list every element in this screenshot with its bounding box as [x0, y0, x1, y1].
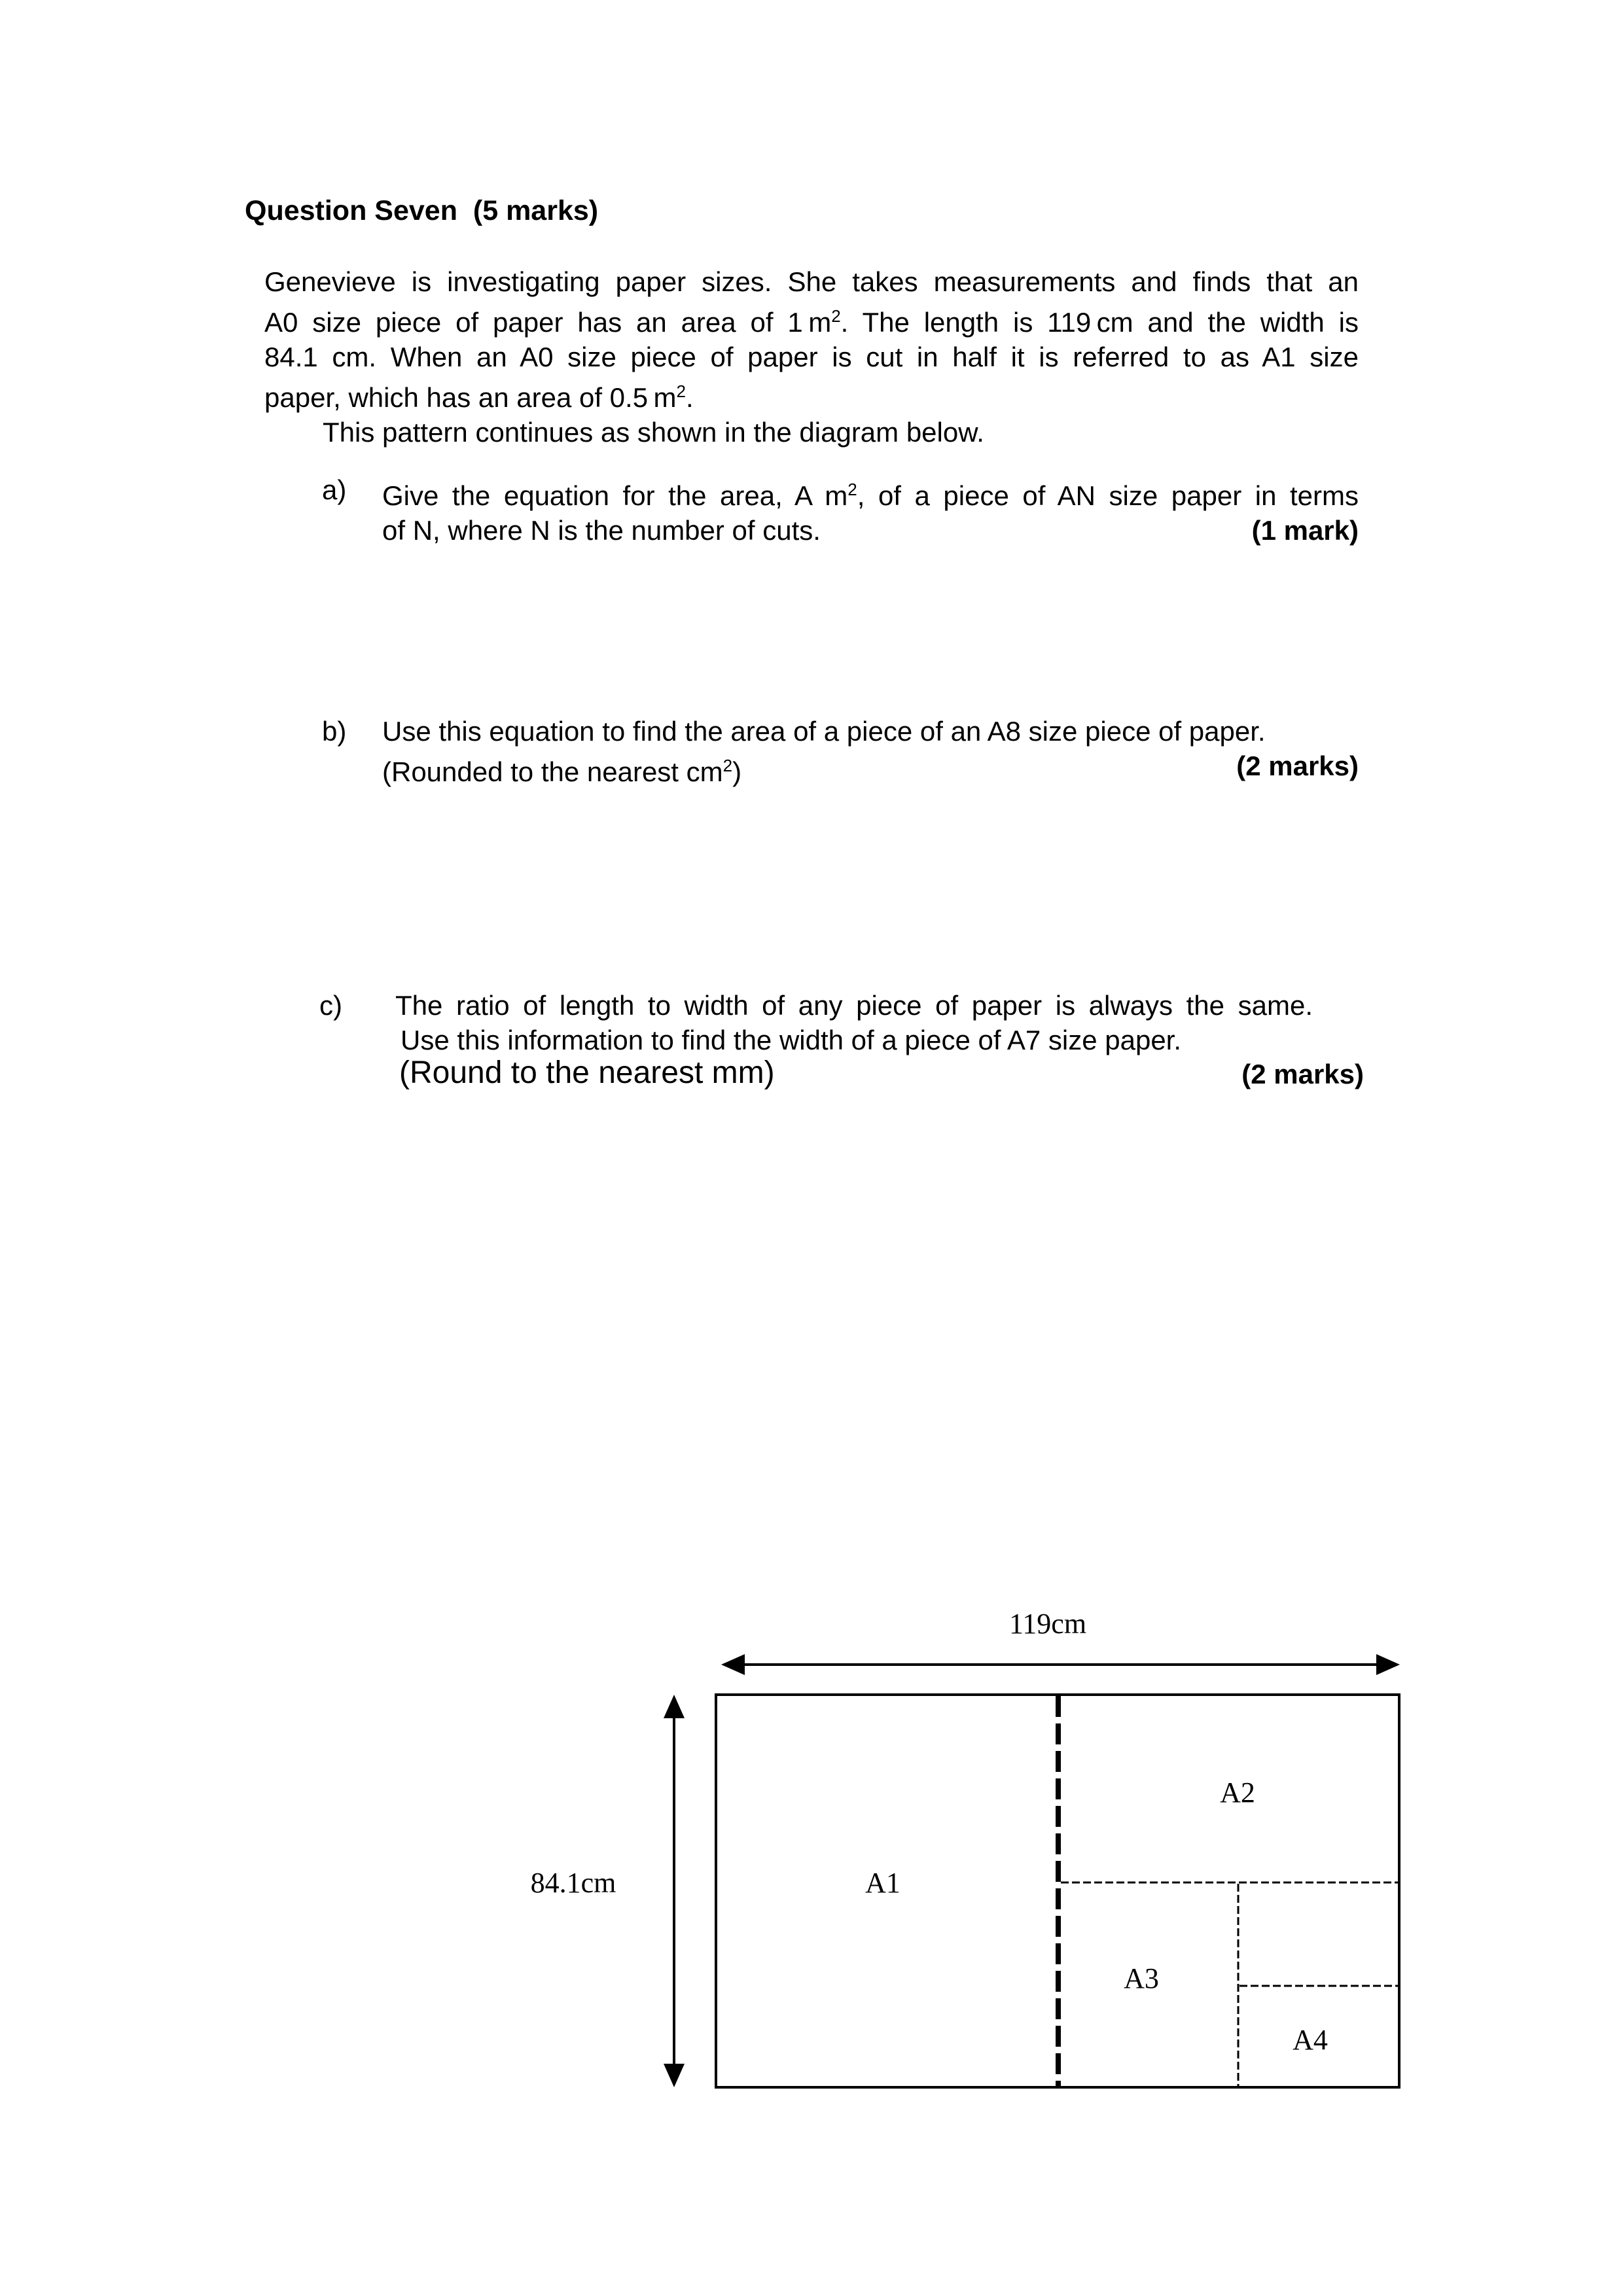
- label-a1: A1: [865, 1867, 901, 1899]
- part-c-line-2: Use this information to find the width of a piece of A7 size paper.: [401, 1025, 1182, 1055]
- question-title: Question Seven: [245, 195, 457, 226]
- intro-line-5: This pattern continues as shown in the diagram below.: [323, 417, 984, 448]
- part-b-marks: (2 marks): [1236, 751, 1359, 781]
- intro-line-3: 84.1 cm. When an A0 size piece of paper is cut in half it is referred to as A1 size: [264, 342, 1359, 372]
- part-a-label: a): [322, 474, 347, 505]
- width-label: 84.1cm: [530, 1867, 616, 1899]
- intro-line-4: paper, which has an area of 0.5 $m^2$.: [264, 381, 694, 413]
- length-label: 119cm: [1008, 1608, 1087, 1640]
- part-c-line-3: (Round to the nearest mm) (2 marks): [399, 1055, 1364, 1090]
- part-b-label: b): [322, 716, 347, 747]
- part-c-line-1: The ratio of length to width of any piece of paper is always the same.: [395, 990, 1313, 1021]
- part-c-marks: (2 marks): [1241, 1059, 1364, 1089]
- label-a2: A2: [1220, 1776, 1255, 1809]
- part-a-marks: (1 mark): [1251, 515, 1359, 546]
- label-a4: A4: [1293, 2024, 1328, 2056]
- part-b-line-1: Use this equation to find the area of a piece of an A8 size piece of paper.: [382, 716, 1266, 747]
- question-marks: (5 marks): [473, 195, 599, 226]
- intro-line-2: A0 size piece of paper has an area of 1 $m^2$. The length is 119 cm and the width is: [264, 306, 1359, 338]
- intro-line-1: Genevieve is investigating paper sizes. She takes measurements and finds that an: [264, 266, 1359, 297]
- part-b-line-2: (Rounded to the nearest $cm^2$) (2 marks): [382, 749, 1359, 789]
- part-c-label: c): [319, 990, 342, 1021]
- part-a-line-2: of N, where N is the number of cuts. (1 mark): [382, 513, 1359, 548]
- label-a3: A3: [1124, 1962, 1159, 1994]
- part-a-line-1: Give the equation for the area, A $m^2$, of a piece of AN size paper in terms: [382, 480, 1359, 511]
